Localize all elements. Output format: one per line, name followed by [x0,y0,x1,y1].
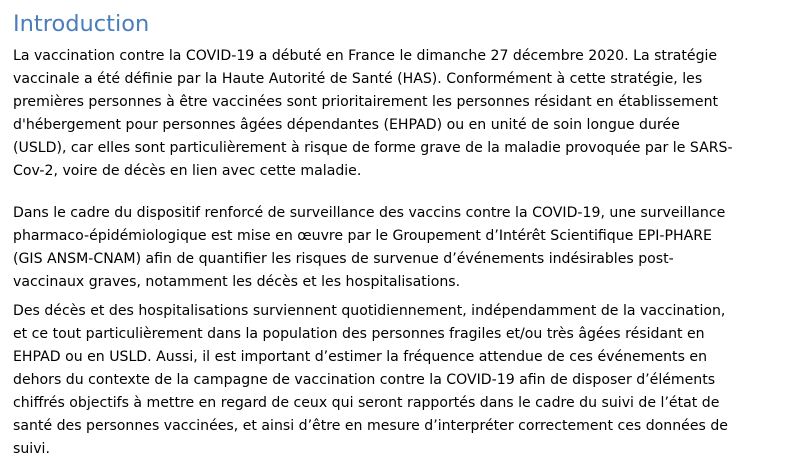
text-line: suivi. [13,441,50,457]
text-line: (USLD), car elles sont particulièrement à risque de forme grave de la maladie provoquée par le SARS- [13,140,733,156]
text-line: santé des personnes vaccinées, et ainsi d’être en mesure d’interpréter correctement ces données de [13,418,728,434]
text-line: dehors du contexte de la campagne de vaccination contre la COVID-19 afin de disposer d’éléments [13,372,716,388]
text-line: Cov-2, voire de décès en lien avec cette maladie. [13,163,362,179]
paragraph-expected-events [13,300,728,461]
section-heading: Introduction [13,11,150,37]
paragraph-vaccination-strategy [13,45,733,183]
text-line: (GIS ANSM-CNAM) afin de quantifier les risques de survenue d’événements indésirables post- [13,251,674,267]
text-line: premières personnes à être vaccinées sont prioritairement les personnes résidant en établissement [13,94,719,110]
text-line: d'hébergement pour personnes âgées dépendantes (EHPAD) ou en unité de soin longue durée [13,117,680,133]
text-line: La vaccination contre la COVID-19 a débuté en France le dimanche 27 décembre 2020. La stratégie [13,48,718,64]
paragraph-surveillance [13,202,725,294]
text-line: Dans le cadre du dispositif renforcé de surveillance des vaccins contre la COVID-19, une surveillance [13,205,726,221]
text-line: pharmaco-épidémiologique est mise en œuvre par le Groupement d’Intérêt Scientifique EPI-PHARE [13,228,712,244]
text-line: Des décès et des hospitalisations surviennent quotidiennement, indépendamment de la vaccination, [13,303,726,319]
text-line: vaccinale a été définie par la Haute Autorité de Santé (HAS). Conformément à cette stratégie, les [13,71,703,87]
text-line: vaccinaux graves, notamment les décès et les hospitalisations. [13,274,461,290]
text-line: chiffrés objectifs à mettre en regard de ceux qui seront rapportés dans le cadre du suivi de l’état de [13,395,720,411]
text-line: EHPAD ou en USLD. Aussi, il est important d’estimer la fréquence attendue de ces événements en [13,349,708,365]
text-line: et ce tout particulièrement dans la population des personnes fragiles et/ou très âgées résidant en [13,326,705,342]
